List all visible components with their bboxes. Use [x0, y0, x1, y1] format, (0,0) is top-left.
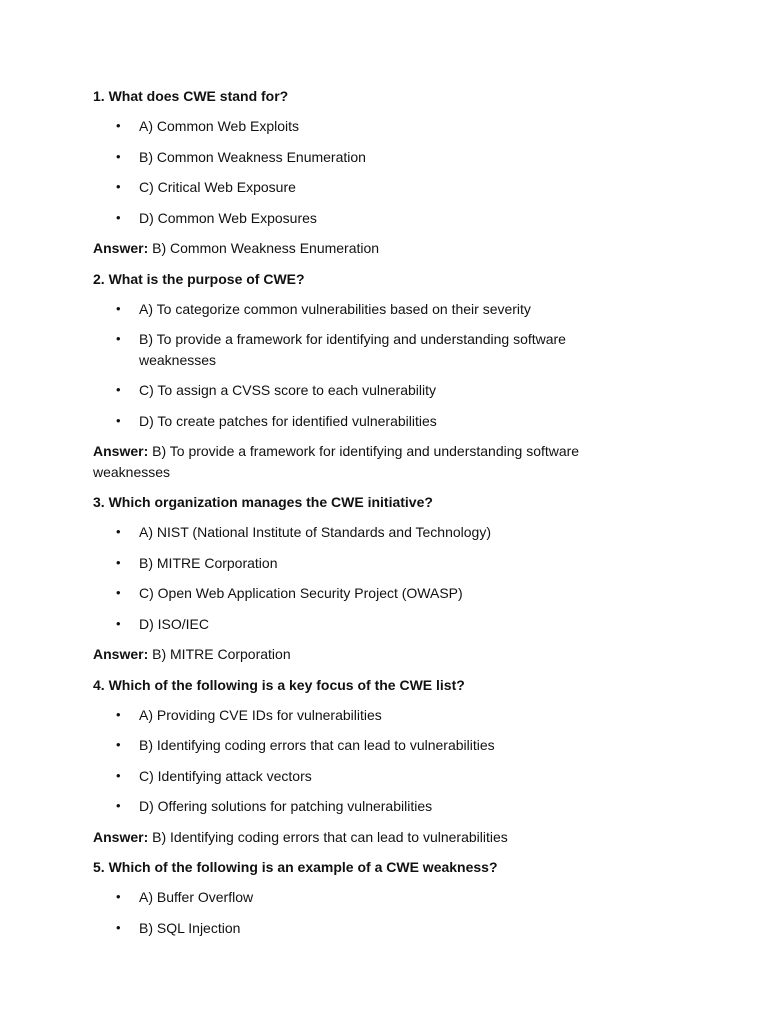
bullet-icon: •	[116, 524, 121, 539]
option-3d	[93, 614, 633, 635]
bullet-icon: •	[116, 615, 121, 631]
answer-3	[93, 644, 633, 665]
option-text: B) To provide a framework for identifying and understanding software weaknesses	[139, 331, 566, 368]
bullet-icon: •	[116, 331, 121, 346]
question-3: 3. Which organization manages the CWE initiative?	[93, 494, 433, 510]
bullet-icon: •	[116, 767, 121, 783]
option-2a	[93, 299, 633, 320]
option-text: A) Providing CVE IDs for vulnerabilities	[139, 706, 382, 723]
bullet-icon: •	[116, 300, 121, 316]
option-4d	[93, 796, 633, 817]
question-4: 4. Which of the following is a key focus of the CWE list?	[93, 676, 465, 693]
option-text: C) To assign a CVSS score to each vulnerability	[139, 382, 436, 398]
answer-label: Answer:	[93, 646, 149, 662]
option-text: A) NIST (National Institute of Standards and Technology)	[139, 524, 492, 540]
option-5b	[93, 918, 633, 939]
option-5a	[93, 887, 633, 908]
bullet-icon: •	[116, 382, 121, 397]
options-list-4	[93, 705, 633, 817]
option-text: A) To categorize common vulnerabilities based on their severity	[139, 300, 531, 317]
option-1c	[93, 177, 633, 198]
option-3c	[93, 583, 633, 604]
answer-label: Answer:	[93, 828, 149, 845]
option-text: C) Open Web Application Security Project (OWASP)	[139, 585, 463, 601]
question-2: 2. What is the purpose of CWE?	[93, 270, 305, 287]
answer-label: Answer:	[93, 240, 149, 256]
answer-4	[93, 827, 633, 848]
bullet-icon: •	[116, 179, 121, 194]
answer-text: B) MITRE Corporation	[152, 646, 291, 662]
bullet-icon: •	[116, 706, 121, 722]
option-3b	[93, 553, 633, 574]
option-text: D) ISO/IEC	[139, 615, 210, 632]
bullet-icon: •	[116, 889, 121, 904]
answer-1	[93, 238, 633, 259]
bullet-icon: •	[116, 798, 121, 813]
option-text: A) Common Web Exploits	[139, 118, 300, 134]
option-1a	[93, 116, 633, 137]
option-4c	[93, 766, 633, 787]
options-list-5	[93, 887, 633, 938]
answer-label: Answer:	[93, 443, 149, 459]
option-4a	[93, 705, 633, 726]
bullet-icon: •	[116, 737, 121, 752]
option-text: D) To create patches for identified vulnerabilities	[139, 412, 437, 429]
answer-2	[93, 441, 633, 482]
question-5: 5. Which of the following is an example of a CWE weakness?	[93, 859, 498, 875]
options-list-3	[93, 522, 633, 634]
option-2c	[93, 380, 633, 401]
option-text: C) Identifying attack vectors	[139, 767, 312, 784]
bullet-icon: •	[116, 585, 121, 600]
bullet-icon: •	[116, 148, 121, 164]
option-2d	[93, 411, 633, 432]
option-text: D) Offering solutions for patching vulnerabilities	[139, 798, 433, 814]
question-1: 1. What does CWE stand for?	[93, 88, 289, 104]
bullet-icon: •	[116, 554, 121, 570]
option-1d	[93, 208, 633, 229]
option-2b	[93, 329, 633, 370]
bullet-icon: •	[116, 919, 121, 935]
options-list-2	[93, 299, 633, 432]
bullet-icon: •	[116, 412, 121, 428]
answer-text: B) To provide a framework for identifying and understanding software weaknesses	[93, 443, 580, 480]
bullet-icon: •	[116, 209, 121, 225]
option-text: D) Common Web Exposures	[139, 209, 317, 226]
option-3a	[93, 522, 633, 543]
option-text: A) Buffer Overflow	[139, 889, 254, 905]
option-1b	[93, 147, 633, 168]
option-text: B) MITRE Corporation	[139, 554, 278, 571]
options-list-1	[93, 116, 633, 228]
option-text: B) Common Weakness Enumeration	[139, 148, 366, 165]
option-text: B) Identifying coding errors that can lead to vulnerabilities	[139, 737, 495, 753]
answer-text: B) Identifying coding errors that can lead to vulnerabilities	[152, 828, 508, 845]
option-text: B) SQL Injection	[139, 919, 241, 936]
option-text: C) Critical Web Exposure	[139, 179, 296, 195]
bullet-icon: •	[116, 118, 121, 133]
option-4b	[93, 735, 633, 756]
answer-text: B) Common Weakness Enumeration	[152, 240, 380, 256]
quiz-document	[93, 86, 633, 948]
